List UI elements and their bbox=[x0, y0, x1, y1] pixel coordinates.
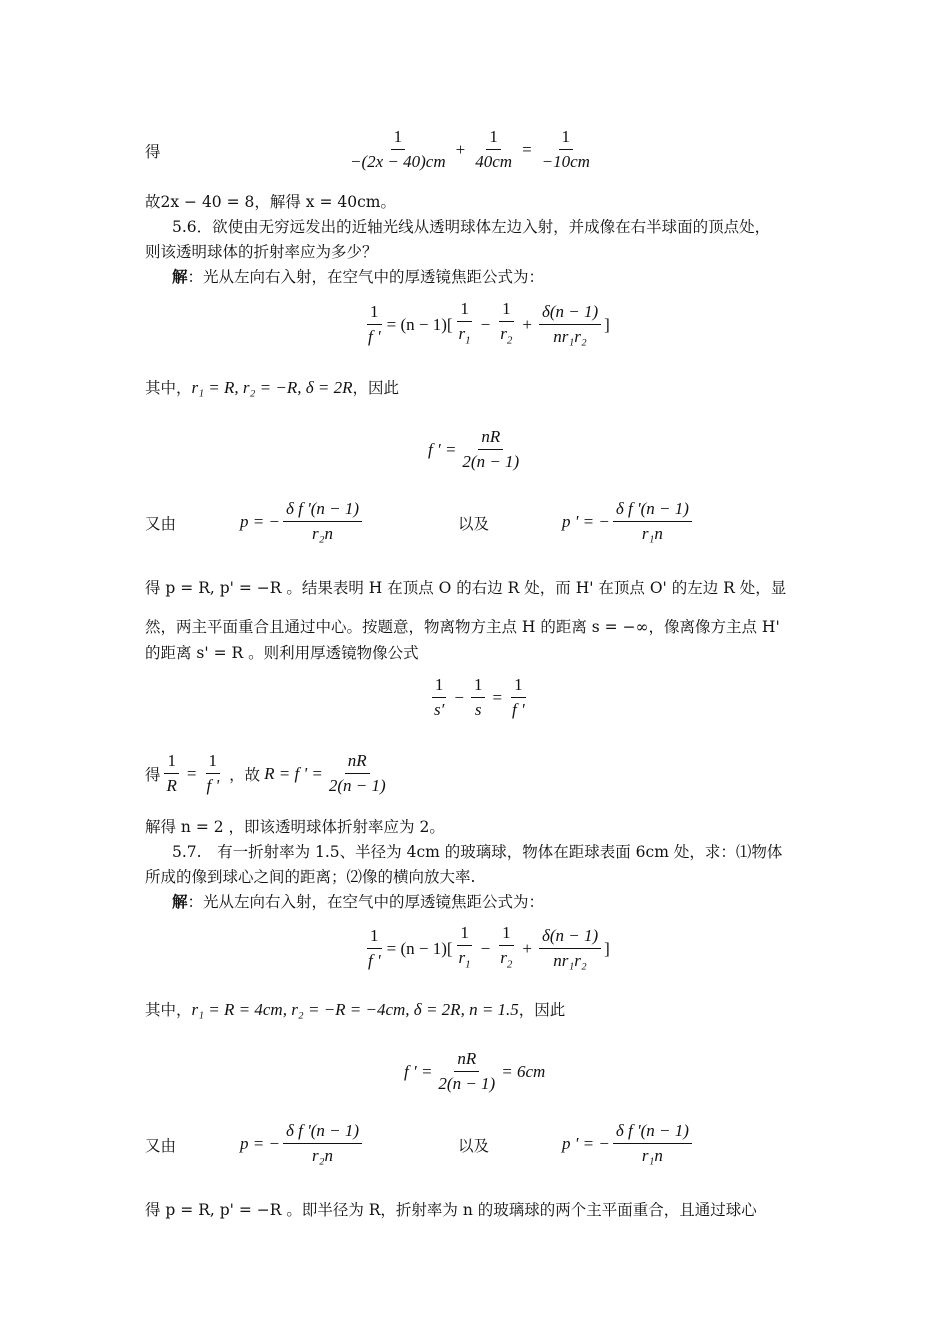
where-line-2: 其中，r₁ = R = 4cm, r₂ = −R = −4cm, δ = 2R, n = 1.5，因此 bbox=[145, 1000, 566, 1019]
text-line: 故2x − 40 = 8，解得 x = 40cm。 bbox=[145, 193, 396, 211]
lens-formula-1: $\frac{1}{f '}$ = (n − 1)[ $\frac{1}{r_1}$ − $\frac{1}{r_2}$ + $\frac{\delta(n - 1)}{\text{nr₁r₂}}$ ] bbox=[368, 299, 610, 347]
text-youyou-2: 又由 bbox=[145, 1137, 177, 1155]
focal-length-2: f ′ = $\frac{nR}{2(n - 1)}$ = 6cm bbox=[404, 1049, 546, 1093]
text-youyou: 又由 bbox=[145, 515, 177, 533]
problem-5-6: 5.6．欲使由无穷远发出的近轴光线从透明球体左边入射，并成像在右半球面的顶点处， bbox=[172, 218, 771, 236]
text-de: 得 bbox=[145, 143, 161, 161]
solution-label-2: 解：光从左向右入射，在空气中的厚透镜焦距公式为： bbox=[172, 892, 545, 911]
result-line-1: 得 p = R, p' = −R 。结果表明 H 在顶点 O 的右边 R 处，而 H' 在顶点 O' 的左边 R 处，显 bbox=[145, 579, 787, 597]
problem-5-7: 5.7. 有一折射率为 1.5、半径为 4cm 的玻璃球，物体在距球表面 6cm 处，求：⑴物体 bbox=[172, 843, 783, 861]
derivation-line: 得 $\frac{1}{R}$ = $\frac{1}{f '}$ ，故 R = f ' = $\frac{nR}{2(n - 1)}$ bbox=[145, 751, 386, 795]
result-line-3: 的距离 s' = R 。则利用厚透镜物像公式 bbox=[145, 644, 419, 662]
text-yiji: 以及 bbox=[458, 515, 490, 533]
result-line-2: 然，两主平面重合且通过中心。按题意，物离物方主点 H 的距离 s = −∞，像离像方主点 H' bbox=[145, 618, 780, 636]
solution-n: 解得 n = 2 ，即该透明球体折射率应为 2。 bbox=[145, 818, 445, 836]
p-formula-2: p = − $\frac{\text{δ f '(n − 1)}}{\text{r₂n}}$ bbox=[240, 1122, 365, 1165]
where-line-1: 其中，r₁ = R, r₂ = −R, δ = 2R，因此 bbox=[145, 378, 400, 397]
pp-formula-2: p ' = − $\frac{\text{δ f '(n − 1)}}{\text{r₁n}}$ bbox=[562, 1122, 695, 1165]
object-image-formula: $\frac{1}{s'}$ − $\frac{1}{s}$ = $\frac{1}{f '}$ bbox=[428, 676, 531, 719]
lens-formula-2: $\frac{1}{f '}$ = (n − 1)[ $\frac{1}{r_1}$ − $\frac{1}{r_2}$ + $\frac{\delta(n - 1)}{\text{nr₁r₂}}$ ] bbox=[368, 923, 610, 971]
final-line: 得 p = R, p' = −R 。即半径为 R，折射率为 n 的玻璃球的两个主平面重合，且通过球心 bbox=[145, 1201, 757, 1219]
equation-1: $\frac{1}{-(2x - 40)cm}$ + $\frac{1}{40cm}$ = $\frac{1}{-10cm}$ bbox=[350, 127, 590, 171]
problem-5-6-cont: 则该透明球体的折射率应为多少？ bbox=[145, 243, 378, 261]
problem-5-7-cont: 所成的像到球心之间的距离；⑵像的横向放大率. bbox=[145, 868, 476, 886]
solution-label: 解：光从左向右入射，在空气中的厚透镜焦距公式为： bbox=[172, 267, 545, 286]
pp-formula-1: p ' = − $\frac{\text{δ f '(n − 1)}}{\text{r₁n}}$ bbox=[562, 500, 695, 543]
p-formula-1: p = − $\frac{\text{δ f '(n − 1)}}{\text{r₂n}}$ bbox=[240, 500, 365, 543]
focal-length-1: f ′ = $\frac{nR}{2(n - 1)}$ bbox=[428, 427, 520, 471]
text-yiji-2: 以及 bbox=[458, 1137, 490, 1155]
